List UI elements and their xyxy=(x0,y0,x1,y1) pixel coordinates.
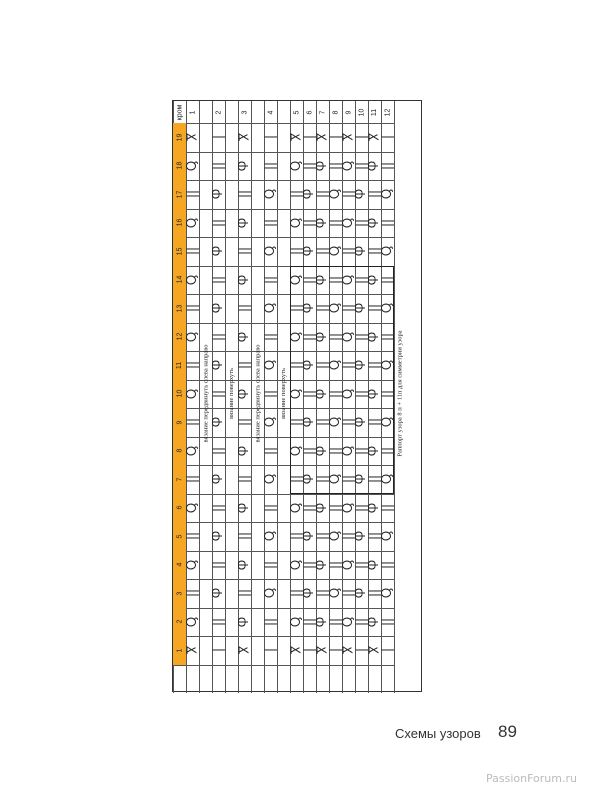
stitch-symbol: || xyxy=(380,560,395,569)
stitch-symbol: || xyxy=(185,247,200,256)
stitch-symbol: || xyxy=(367,589,382,598)
stitch-symbol: Ⴓ xyxy=(341,445,356,456)
stitch-symbol: Ⴓ xyxy=(328,417,343,428)
stitch-symbol: | xyxy=(354,135,369,140)
stitch-symbol: Ⴔ xyxy=(354,588,369,599)
stitch-symbol: Ⴔ xyxy=(237,274,252,285)
stitch-symbol: || xyxy=(289,475,304,484)
stitch-number: 5 xyxy=(173,522,186,551)
stitch-symbol: || xyxy=(315,475,330,484)
stitch-symbol: || xyxy=(289,532,304,541)
stitch-symbol: || xyxy=(237,247,252,256)
stitch-symbol: Ⴔ xyxy=(367,331,382,342)
stitch-symbol: Ⴔ xyxy=(302,246,317,257)
stitch-symbol: Ⴓ xyxy=(289,331,304,342)
stitch-symbol: Ⴓ xyxy=(263,303,278,314)
stitch-symbol: || xyxy=(341,304,356,313)
page-number: 89 xyxy=(498,722,517,741)
stitch-symbol: Ⴔ xyxy=(315,217,330,228)
stitch-symbol: || xyxy=(263,446,278,455)
section-title: Схемы узоров xyxy=(395,726,481,741)
stitch-symbol: || xyxy=(263,275,278,284)
stitch-symbol: | xyxy=(302,135,317,140)
stitch-number: 12 xyxy=(173,323,186,352)
stitch-symbol: || xyxy=(367,247,382,256)
stitch-symbol: Ⴓ xyxy=(263,246,278,257)
stitch-symbol: || xyxy=(341,475,356,484)
stitch-symbol: || xyxy=(185,589,200,598)
stitch-symbol: Ⴓ xyxy=(328,360,343,371)
stitch-symbol: Ⴔ xyxy=(367,502,382,513)
stitch-symbol: || xyxy=(289,589,304,598)
stitch-symbol: Ⴔ xyxy=(237,388,252,399)
stitch-symbol: || xyxy=(289,190,304,199)
stitch-symbol: || xyxy=(263,503,278,512)
stitch-symbol: Ⴓ xyxy=(328,531,343,542)
stitch-symbol: || xyxy=(328,617,343,626)
stitch-symbol: Ⴓ xyxy=(185,217,200,228)
stitch-symbol: Ⴔ xyxy=(211,417,226,428)
stitch-symbol: Ⴓ xyxy=(341,331,356,342)
stitch-symbol: Ⴔ xyxy=(315,502,330,513)
stitch-symbol: Ⴓ xyxy=(289,616,304,627)
stitch-symbol: || xyxy=(354,446,369,455)
stitch-symbol: Ⴔ xyxy=(237,160,252,171)
stitch-symbol: || xyxy=(315,418,330,427)
stitch-symbol: Ⴔ xyxy=(211,189,226,200)
stitch-symbol: Ⴓ xyxy=(380,360,395,371)
stitch-number: 17 xyxy=(173,180,186,209)
stitch-symbol: Ⴓ xyxy=(185,616,200,627)
row-number: 2 xyxy=(215,110,222,114)
stitch-symbol: || xyxy=(354,332,369,341)
stitch-symbol: Ⴓ xyxy=(263,474,278,485)
stitch-symbol: Ⴔ xyxy=(315,445,330,456)
row-number: 5 xyxy=(293,110,300,114)
stitch-symbol: Ⴓ xyxy=(289,217,304,228)
stitch-number: 2 xyxy=(173,608,186,637)
stitch-symbol: Ⴟ xyxy=(341,645,356,655)
stitch-symbol: || xyxy=(341,532,356,541)
stitch-symbol: || xyxy=(302,275,317,284)
stitch-symbol: || xyxy=(328,275,343,284)
stitch-number: 9 xyxy=(173,408,186,437)
band-label: вязание передвинуть слева направо xyxy=(202,344,209,443)
stitch-symbol: Ⴓ xyxy=(380,303,395,314)
stitch-symbol: || xyxy=(211,560,226,569)
stitch-symbol: Ⴔ xyxy=(354,474,369,485)
stitch-symbol: || xyxy=(354,389,369,398)
stitch-symbol: Ⴟ xyxy=(185,645,200,655)
stitch-symbol: | xyxy=(263,648,278,653)
stitch-symbol: || xyxy=(380,503,395,512)
stitch-symbol: Ⴔ xyxy=(315,274,330,285)
stitch-symbol: Ⴔ xyxy=(367,160,382,171)
stitch-symbol: Ⴔ xyxy=(354,417,369,428)
row-number: 8 xyxy=(332,110,339,114)
stitch-symbol: || xyxy=(367,361,382,370)
stitch-symbol: || xyxy=(367,190,382,199)
stitch-symbol: || xyxy=(302,560,317,569)
stitch-symbol: Ⴟ xyxy=(315,132,330,142)
stitch-symbol: Ⴟ xyxy=(315,645,330,655)
stitch-symbol: Ⴔ xyxy=(237,331,252,342)
stitch-symbol: || xyxy=(237,475,252,484)
stitch-symbol: Ⴔ xyxy=(237,559,252,570)
stitch-symbol: || xyxy=(263,389,278,398)
stitch-symbol: || xyxy=(315,532,330,541)
stitch-symbol: Ⴓ xyxy=(263,189,278,200)
stitch-number: 3 xyxy=(173,579,186,608)
stitch-symbol: || xyxy=(263,161,278,170)
row-number: 9 xyxy=(345,110,352,114)
row-number: 6 xyxy=(306,110,313,114)
stitch-symbol: || xyxy=(328,332,343,341)
stitch-symbol: || xyxy=(380,218,395,227)
stitch-symbol: | xyxy=(211,135,226,140)
stitch-symbol: || xyxy=(263,617,278,626)
stitch-symbol: || xyxy=(380,446,395,455)
stitch-symbol: || xyxy=(315,190,330,199)
stitch-symbol: Ⴔ xyxy=(315,160,330,171)
grid-line xyxy=(173,665,394,666)
stitch-symbol: || xyxy=(302,161,317,170)
stitch-symbol: || xyxy=(341,418,356,427)
stitch-symbol: Ⴔ xyxy=(237,445,252,456)
stitch-symbol: || xyxy=(328,446,343,455)
stitch-symbol: Ⴔ xyxy=(302,588,317,599)
stitch-symbol: || xyxy=(211,218,226,227)
stitch-symbol: || xyxy=(185,532,200,541)
stitch-symbol: || xyxy=(380,161,395,170)
stitch-symbol: | xyxy=(302,648,317,653)
row-number: 3 xyxy=(241,110,248,114)
row-number: 10 xyxy=(357,108,365,116)
stitch-symbol: || xyxy=(263,560,278,569)
stitch-symbol: || xyxy=(211,503,226,512)
stitch-number: 13 xyxy=(173,294,186,323)
stitch-symbol: || xyxy=(211,275,226,284)
stitch-symbol: Ⴟ xyxy=(237,645,252,655)
stitch-symbol: Ⴓ xyxy=(341,616,356,627)
stitch-symbol: Ⴔ xyxy=(211,246,226,257)
stitch-symbol: Ⴔ xyxy=(302,474,317,485)
stitch-symbol: Ⴓ xyxy=(263,360,278,371)
stitch-symbol: Ⴓ xyxy=(185,502,200,513)
stitch-symbol: Ⴓ xyxy=(185,388,200,399)
band-label: вязание поверхуть xyxy=(280,368,288,420)
stitch-symbol: || xyxy=(211,332,226,341)
stitch-symbol: || xyxy=(211,446,226,455)
row-number: 11 xyxy=(371,108,378,116)
stitch-symbol: Ⴔ xyxy=(302,360,317,371)
stitch-symbol: || xyxy=(328,560,343,569)
stitch-symbol: || xyxy=(211,161,226,170)
stitch-symbol: || xyxy=(185,475,200,484)
stitch-symbol: || xyxy=(341,247,356,256)
stitch-symbol: Ⴓ xyxy=(328,588,343,599)
stitch-symbol: || xyxy=(354,275,369,284)
stitch-symbol: || xyxy=(315,589,330,598)
stitch-symbol: Ⴓ xyxy=(263,531,278,542)
stitch-symbol: Ⴓ xyxy=(380,531,395,542)
stitch-symbol: Ⴔ xyxy=(354,189,369,200)
stitch-symbol: Ⴟ xyxy=(341,132,356,142)
stitch-symbol: Ⴔ xyxy=(211,474,226,485)
stitch-symbol: Ⴓ xyxy=(328,474,343,485)
stitch-symbol: || xyxy=(289,304,304,313)
stitch-symbol: Ⴓ xyxy=(185,445,200,456)
stitch-symbol: Ⴓ xyxy=(289,559,304,570)
stitch-symbol: || xyxy=(289,247,304,256)
stitch-symbol: Ⴓ xyxy=(341,502,356,513)
stitch-symbol: Ⴓ xyxy=(380,588,395,599)
stitch-symbol: || xyxy=(302,389,317,398)
stitch-symbol: || xyxy=(328,218,343,227)
stitch-symbol: Ⴔ xyxy=(237,502,252,513)
stitch-symbol: Ⴓ xyxy=(341,388,356,399)
stitch-symbol: Ⴔ xyxy=(302,531,317,542)
stitch-symbol: || xyxy=(354,218,369,227)
stitch-number: 1 xyxy=(173,636,186,665)
stitch-symbol: || xyxy=(354,503,369,512)
stitch-number: 15 xyxy=(173,237,186,266)
stitch-symbol: || xyxy=(380,389,395,398)
stitch-symbol: || xyxy=(354,560,369,569)
stitch-symbol: Ⴔ xyxy=(211,531,226,542)
stitch-symbol: Ⴓ xyxy=(380,189,395,200)
stitch-symbol: || xyxy=(302,332,317,341)
stitch-symbol: Ⴓ xyxy=(289,502,304,513)
stitch-symbol: Ⴔ xyxy=(302,303,317,314)
stitch-symbol: Ⴔ xyxy=(354,531,369,542)
stitch-symbol: || xyxy=(185,418,200,427)
stitch-symbol: Ⴔ xyxy=(367,616,382,627)
stitch-symbol: Ⴓ xyxy=(185,559,200,570)
stitch-symbol: || xyxy=(341,589,356,598)
watermark: PassionForum.ru xyxy=(486,772,577,785)
stitch-symbol: Ⴟ xyxy=(367,132,382,142)
stitch-symbol: | xyxy=(354,648,369,653)
stitch-symbol: Ⴓ xyxy=(341,274,356,285)
stitch-symbol: Ⴓ xyxy=(341,160,356,171)
stitch-symbol: Ⴟ xyxy=(367,645,382,655)
stitch-symbol: || xyxy=(302,617,317,626)
stitch-symbol: Ⴓ xyxy=(263,417,278,428)
band-label: вязание передвинуть слева направо xyxy=(254,344,261,443)
stitch-symbol: || xyxy=(354,161,369,170)
stitch-symbol: | xyxy=(328,648,343,653)
stitch-symbol: || xyxy=(237,304,252,313)
stitch-symbol: Ⴔ xyxy=(302,417,317,428)
stitch-symbol: Ⴓ xyxy=(341,217,356,228)
stitch-symbol: || xyxy=(289,361,304,370)
row-number: 12 xyxy=(383,108,391,116)
stitch-symbol: Ⴓ xyxy=(341,559,356,570)
stitch-symbol: Ⴔ xyxy=(367,274,382,285)
stitch-symbol: || xyxy=(328,389,343,398)
stitch-symbol: Ⴟ xyxy=(289,645,304,655)
stitch-symbol: | xyxy=(380,135,395,140)
stitch-symbol: || xyxy=(341,361,356,370)
stitch-symbol: Ⴓ xyxy=(289,160,304,171)
stitch-symbol: || xyxy=(380,275,395,284)
stitch-symbol: || xyxy=(341,190,356,199)
stitch-symbol: || xyxy=(289,418,304,427)
stitch-number: 7 xyxy=(173,465,186,494)
stitch-symbol: Ⴔ xyxy=(367,559,382,570)
stitch-symbol: || xyxy=(302,503,317,512)
stitch-symbol: Ⴓ xyxy=(289,274,304,285)
stitch-symbol: Ⴔ xyxy=(237,616,252,627)
stitch-symbol: Ⴔ xyxy=(302,189,317,200)
stitch-symbol: Ⴔ xyxy=(211,588,226,599)
stitch-symbol: || xyxy=(237,190,252,199)
stitch-symbol: || xyxy=(315,304,330,313)
stitch-symbol: || xyxy=(185,190,200,199)
stitch-symbol: || xyxy=(367,304,382,313)
stitch-symbol: Ⴔ xyxy=(354,246,369,257)
stitch-symbol: Ⴓ xyxy=(380,474,395,485)
stitch-symbol: || xyxy=(367,418,382,427)
stitch-symbol: Ⴔ xyxy=(211,303,226,314)
stitch-symbol: | xyxy=(328,135,343,140)
stitch-symbol: || xyxy=(263,218,278,227)
stitch-symbol: || xyxy=(237,361,252,370)
stitch-symbol: || xyxy=(263,332,278,341)
stitch-number: 6 xyxy=(173,494,186,523)
stitch-symbol: || xyxy=(302,446,317,455)
stitch-symbol: Ⴓ xyxy=(380,246,395,257)
stitch-symbol: || xyxy=(380,332,395,341)
stitch-symbol: Ⴟ xyxy=(185,132,200,142)
stitch-symbol: || xyxy=(328,503,343,512)
stitch-symbol: || xyxy=(237,532,252,541)
row-number: 7 xyxy=(319,110,326,114)
stitch-symbol: Ⴔ xyxy=(367,217,382,228)
stitch-symbol: || xyxy=(367,475,382,484)
stitch-symbol: Ⴔ xyxy=(315,388,330,399)
stitch-symbol: || xyxy=(185,304,200,313)
stitch-symbol: Ⴔ xyxy=(354,360,369,371)
stitch-symbol: Ⴔ xyxy=(237,217,252,228)
repeat-title: Раппорт узора 8 п + 11п для симметрии узора xyxy=(397,330,405,457)
stitch-symbol: Ⴓ xyxy=(328,303,343,314)
stitch-symbol: || xyxy=(302,218,317,227)
stitch-symbol: Ⴓ xyxy=(263,588,278,599)
stitch-symbol: Ⴟ xyxy=(289,132,304,142)
stitch-symbol: || xyxy=(354,617,369,626)
row-number: 1 xyxy=(189,110,196,114)
stitch-symbol: Ⴔ xyxy=(367,388,382,399)
stitch-symbol: Ⴓ xyxy=(328,189,343,200)
stitch-symbol: || xyxy=(185,361,200,370)
edge-label: кром xyxy=(176,104,184,120)
stitch-symbol: || xyxy=(367,532,382,541)
stitch-symbol: | xyxy=(263,135,278,140)
stitch-symbol: || xyxy=(380,617,395,626)
stitch-symbol: || xyxy=(211,617,226,626)
stitch-symbol: Ⴔ xyxy=(315,559,330,570)
stitch-symbol: Ⴓ xyxy=(289,445,304,456)
stitch-number: 8 xyxy=(173,437,186,466)
stitch-symbol: || xyxy=(211,389,226,398)
stitch-symbol: | xyxy=(380,648,395,653)
stitch-number: 18 xyxy=(173,152,186,181)
stitch-symbol: Ⴓ xyxy=(328,246,343,257)
stitch-symbol: || xyxy=(315,247,330,256)
stitch-number: 16 xyxy=(173,209,186,238)
stitch-number: 14 xyxy=(173,266,186,295)
repeat-box xyxy=(290,266,394,494)
stitch-symbol: Ⴓ xyxy=(289,388,304,399)
stitch-number: 10 xyxy=(173,380,186,409)
stitch-symbol: Ⴔ xyxy=(354,303,369,314)
stitch-number: 19 xyxy=(173,123,186,152)
stitch-symbol: || xyxy=(237,418,252,427)
stitch-symbol: Ⴔ xyxy=(211,360,226,371)
knitting-chart xyxy=(172,100,422,692)
stitch-symbol: || xyxy=(328,161,343,170)
stitch-symbol: | xyxy=(211,648,226,653)
stitch-symbol: Ⴟ xyxy=(237,132,252,142)
stitch-symbol: Ⴓ xyxy=(185,274,200,285)
stitch-number: 4 xyxy=(173,551,186,580)
stitch-number: 11 xyxy=(173,351,186,380)
stitch-symbol: Ⴓ xyxy=(185,331,200,342)
stitch-symbol: Ⴔ xyxy=(367,445,382,456)
stitch-symbol: Ⴓ xyxy=(380,417,395,428)
row-number: 4 xyxy=(267,110,274,114)
stitch-symbol: || xyxy=(237,589,252,598)
stitch-symbol: Ⴔ xyxy=(315,331,330,342)
stitch-symbol: Ⴓ xyxy=(185,160,200,171)
band-label: вязание поверхуть xyxy=(228,368,236,420)
stitch-symbol: || xyxy=(315,361,330,370)
stitch-symbol: Ⴔ xyxy=(315,616,330,627)
